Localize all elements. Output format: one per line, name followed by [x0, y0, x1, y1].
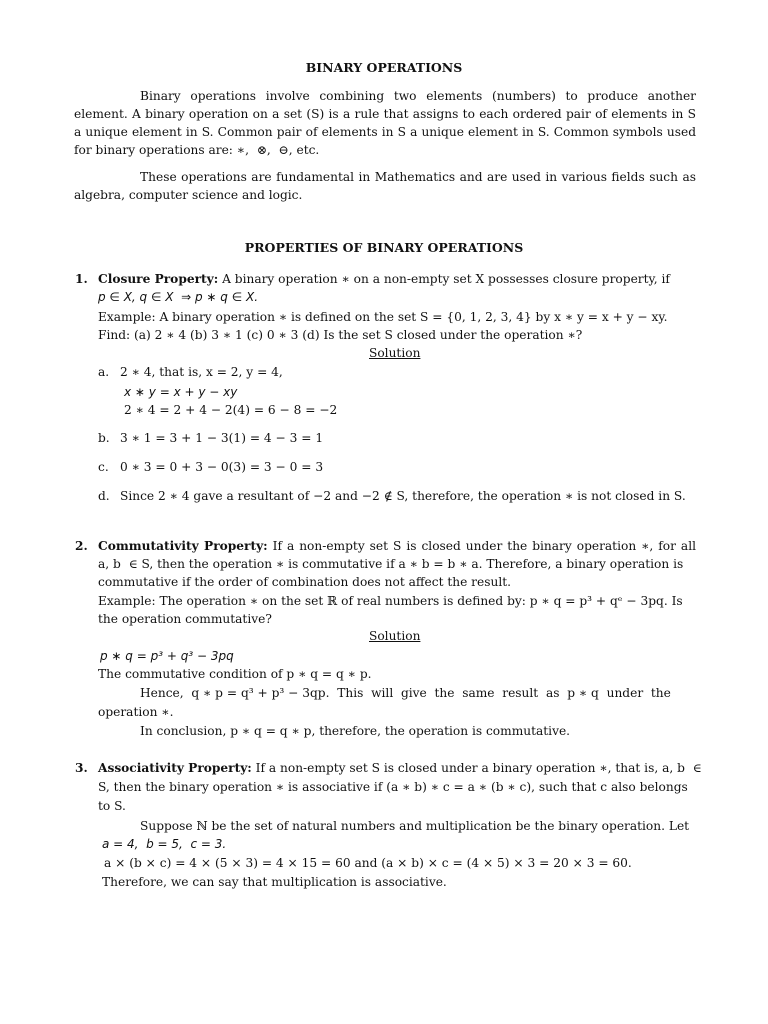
commutativity-solution-line-4: operation ∗. — [98, 705, 174, 719]
closure-number: 1. — [75, 272, 88, 286]
associativity-line-2: S, then the binary operation ∗ is associative if (a ∗ b) ∗ c = a ∗ (b ∗ c), such that c also belongs — [98, 780, 688, 794]
associativity-line-5: a = 4, b = 5, c = 3. — [102, 837, 227, 851]
associativity-line-4: Suppose ℕ be the set of natural numbers and multiplication be the binary operation. Let — [140, 819, 690, 833]
associativity-number: 3. — [75, 761, 88, 775]
commutativity-line-1 — [98, 537, 696, 555]
commutativity-line-2: a, b ∈ S, then the operation ∗ is commutative if a ∗ b = b ∗ a. Therefore, a binary operation is — [98, 557, 684, 571]
intro-para2-line-2: algebra, computer science and logic. — [74, 188, 303, 202]
commutativity-heading: Commutativity Property: — [98, 539, 268, 553]
closure-a-label: a. — [98, 365, 110, 379]
commutativity-example: Example: The operation ∗ on the set ℝ of real numbers is defined by: p ∗ q = p³ + qᵉ − 3pq. Is — [98, 594, 683, 608]
intro-line-4: for binary operations are: ∗, ⊗, ⊖, etc. — [74, 143, 320, 157]
commutativity-solution-line-1: p ∗ q = p³ + q³ − 3pq — [100, 649, 234, 663]
associativity-line-1 — [98, 759, 702, 777]
closure-line-1 — [98, 270, 670, 288]
closure-d-line-1: Since 2 ∗ 4 gave a resultant of −2 and −2 ∉ S, therefore, the operation ∗ is not closed in S. — [120, 489, 686, 503]
closure-heading: Closure Property: — [98, 272, 219, 286]
intro-line-2: element. A binary operation on a set (S) is a rule that assigns to each ordered pair of elements in S — [74, 107, 696, 121]
associativity-line-3: to S. — [98, 799, 126, 813]
associativity-line-6: a × (b × c) = 4 × (5 × 3) = 4 × 15 = 60 and (a × b) × c = (4 × 5) × 3 = 20 × 3 = 60. — [104, 856, 632, 870]
closure-line-2: p ∈ X, q ∈ X ⇒ p ∗ q ∈ X. — [98, 290, 259, 304]
associativity-heading: Associativity Property: — [98, 761, 252, 775]
closure-a-line-1: 2 ∗ 4, that is, x = 2, y = 4, — [120, 365, 283, 379]
page-title: BINARY OPERATIONS — [305, 60, 463, 75]
associativity-text-1: If a non-empty set S is closed under a binary operation ∗, that is, a, b ∈ — [251, 761, 702, 775]
associativity-line-7: Therefore, we can say that multiplication is associative. — [102, 875, 447, 889]
closure-c-label: c. — [98, 460, 109, 474]
closure-a-line-3: 2 ∗ 4 = 2 + 4 − 2(4) = 6 − 8 = −2 — [124, 403, 338, 417]
section-title: PROPERTIES OF BINARY OPERATIONS — [244, 240, 524, 255]
closure-find: Find: (a) 2 ∗ 4 (b) 3 ∗ 1 (c) 0 ∗ 3 (d) Is the set S closed under the operation ∗? — [98, 328, 583, 342]
intro-line-1: Binary operations involve combining two elements (numbers) to produce another — [140, 89, 696, 103]
commutativity-number: 2. — [75, 539, 88, 553]
closure-b-line-1: 3 ∗ 1 = 3 + 1 − 3(1) = 4 − 3 = 1 — [120, 431, 324, 445]
closure-a-line-2: x ∗ y = x + y − xy — [124, 385, 238, 399]
closure-c-line-1: 0 ∗ 3 = 0 + 3 − 0(3) = 3 − 0 = 3 — [120, 460, 324, 474]
closure-d-label: d. — [98, 489, 110, 503]
intro-para2-line-1: These operations are fundamental in Mathematics and are used in various fields such as — [140, 170, 696, 184]
commutativity-conclusion: In conclusion, p ∗ q = q ∗ p, therefore, the operation is commutative. — [140, 724, 571, 738]
commutativity-solution-heading: Solution — [369, 629, 421, 643]
closure-example: Example: A binary operation ∗ is defined on the set S = {0, 1, 2, 3, 4} by x ∗ y = x + y − xy. — [98, 310, 668, 324]
commutativity-question: the operation commutative? — [98, 612, 272, 626]
closure-text-1: A binary operation ∗ on a non-empty set X possesses closure property, if — [218, 272, 670, 286]
commutativity-solution-line-3: Hence, q ∗ p = q³ + p³ − 3qp. This will give the same result as p ∗ q under the — [140, 686, 671, 700]
commutativity-line-3: commutative if the order of combination does not affect the result. — [98, 575, 511, 589]
commutativity-text-1: If a non-empty set S is closed under the binary operation ∗, for all — [267, 539, 696, 553]
closure-b-label: b. — [98, 431, 110, 445]
intro-line-3: a unique element in S. Common pair of elements in S a unique element in S. Common symbols used — [74, 125, 696, 139]
closure-solution-heading: Solution — [369, 346, 421, 360]
commutativity-solution-line-2: The commutative condition of p ∗ q = q ∗ p. — [98, 667, 372, 681]
